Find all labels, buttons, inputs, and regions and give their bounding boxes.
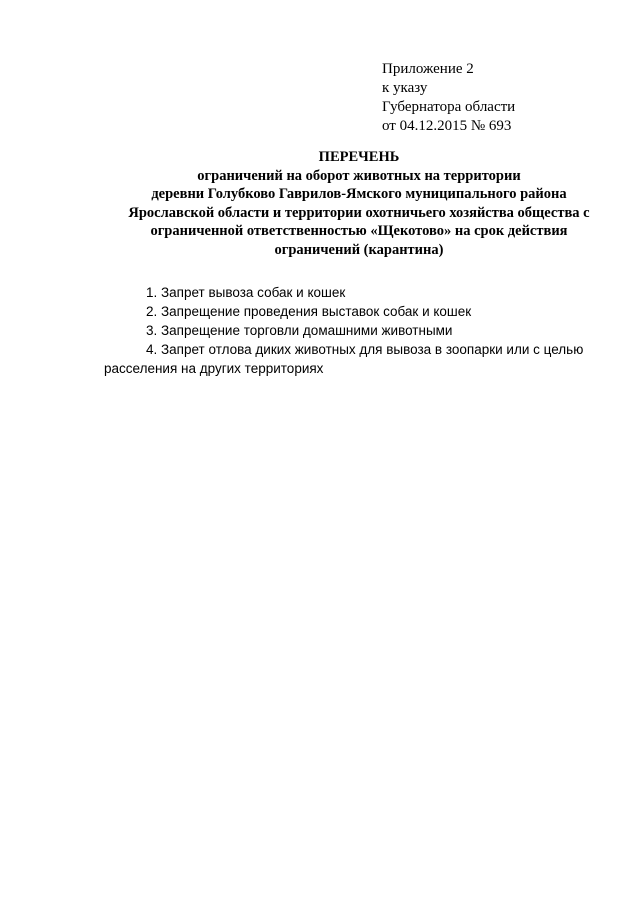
title-line: деревни Голубково Гаврилов-Ямского муниципального района xyxy=(151,186,567,202)
document-title xyxy=(100,148,618,259)
list-item: 1. Запрет вывоза собак и кошек xyxy=(146,285,346,300)
appendix-reference xyxy=(382,60,515,136)
title-line: ограниченной ответственностью «Щекотово» на срок действия xyxy=(150,223,568,239)
title-line: ограничений на оборот животных на территории xyxy=(197,167,521,184)
title-heading: ПЕРЕЧЕНЬ xyxy=(318,149,400,165)
list-item: 3. Запрещение торговли домашними животными xyxy=(146,323,453,338)
appendix-line: к указу xyxy=(382,80,428,96)
title-line: Ярославской области и территории охотничьего хозяйства общества с xyxy=(128,204,590,221)
list-item: 4. Запрет отлова диких животных для вывоза в зоопарки или с целью расселения на других территориях xyxy=(104,342,584,376)
list-item: 2. Запрещение проведения выставок собак и кошек xyxy=(146,304,472,319)
appendix-line: Губернатора области xyxy=(382,99,516,115)
appendix-line: Приложение 2 xyxy=(382,61,474,77)
appendix-date-number: от 04.12.2015 № 693 xyxy=(382,118,512,134)
title-line: ограничений (карантина) xyxy=(274,241,444,258)
restrictions-list xyxy=(104,283,604,378)
